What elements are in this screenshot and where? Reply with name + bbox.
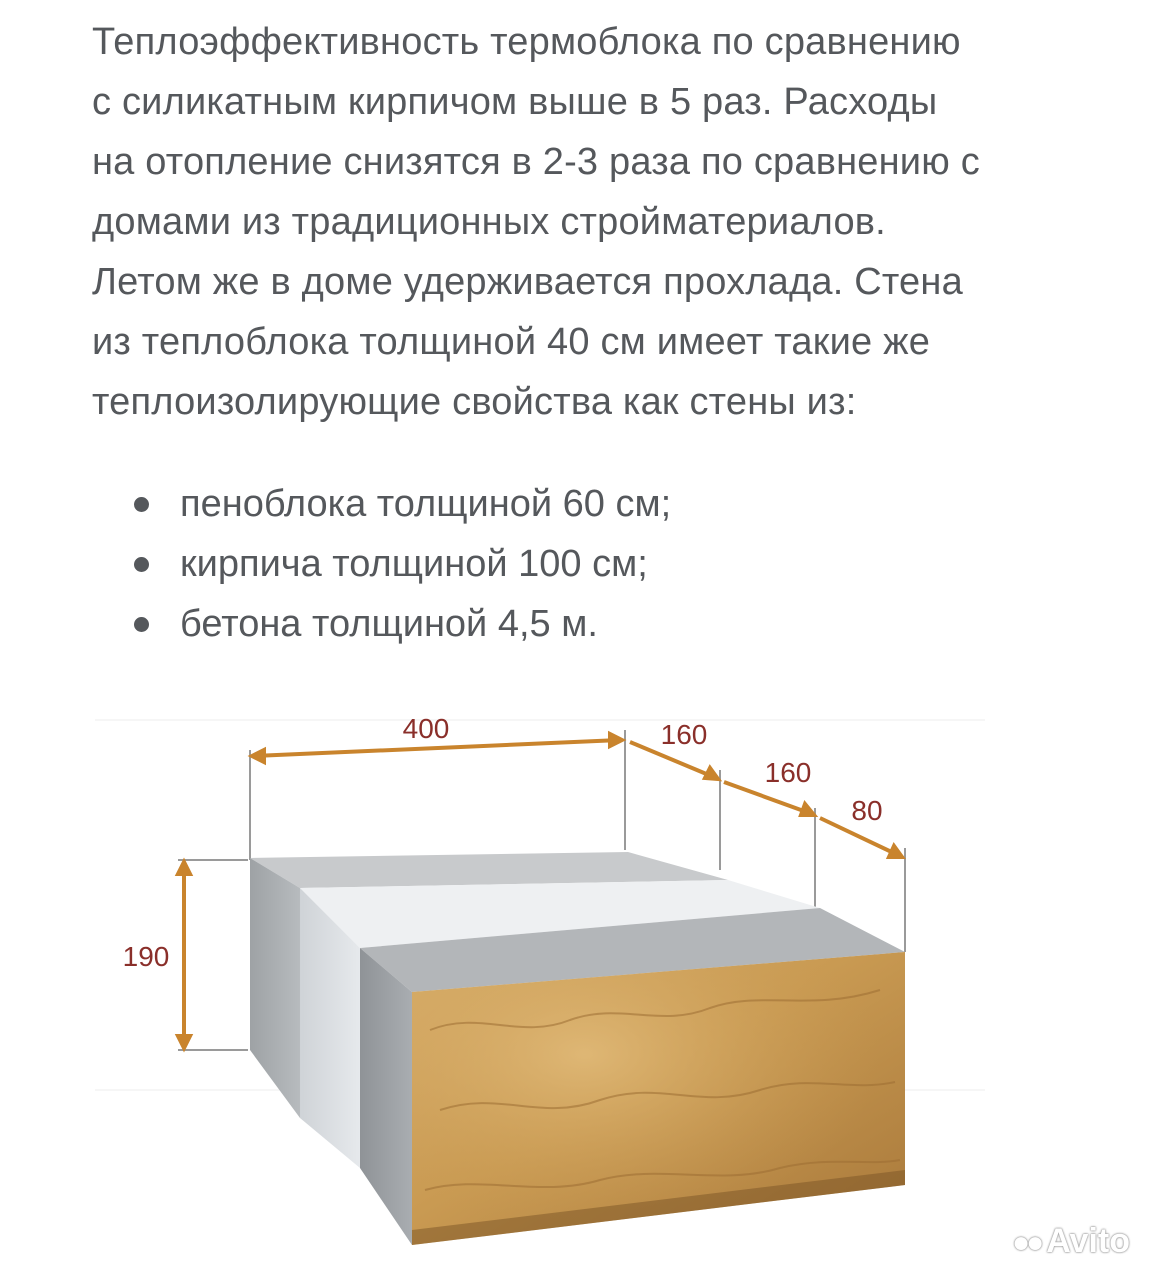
list-item [130,534,671,594]
dimension-concrete-label: 160 [660,719,708,750]
list-item-label: кирпича толщиной 100 см; [180,543,648,585]
dimension-height-label: 190 [122,941,170,972]
bullet-icon [134,617,149,632]
paragraph-line: домами из традиционных стройматериалов. [92,201,886,243]
facing-side-face [360,948,412,1245]
paragraph-line: с силикатным кирпичом выше в 5 раз. Расходы [92,81,938,123]
watermark-text: Avito [1046,1222,1130,1260]
list-item-label: бетона толщиной 4,5 м. [180,603,598,645]
dimension-length-label: 400 [402,713,450,744]
description-paragraph [92,12,1132,432]
concrete-side-face [250,858,300,1118]
list-item [130,474,671,534]
list-item-label: пеноблока толщиной 60 см; [180,483,672,525]
dimension-insulation-label: 160 [764,757,812,788]
paragraph-line: теплоизолирующие свойства как стены из: [92,381,857,423]
article-text [92,12,1132,432]
block-diagram [0,690,1170,1280]
dimension-facing-label: 80 [851,795,883,826]
comparison-list [130,474,671,654]
bullet-icon [134,557,149,572]
bullet-icon [134,497,149,512]
avito-dots-icon: ●● [1012,1226,1041,1259]
list-item [130,594,671,654]
paragraph-line: Теплоэффективность термоблока по сравнению [92,21,961,63]
paragraph-line: на отопление снизятся в 2-3 раза по сравнению с [92,141,980,183]
paragraph-line: Летом же в доме удерживается прохлада. Стена [92,261,963,303]
avito-watermark [1012,1222,1130,1261]
paragraph-line: из теплоблока толщиной 40 см имеет такие же [92,321,931,363]
